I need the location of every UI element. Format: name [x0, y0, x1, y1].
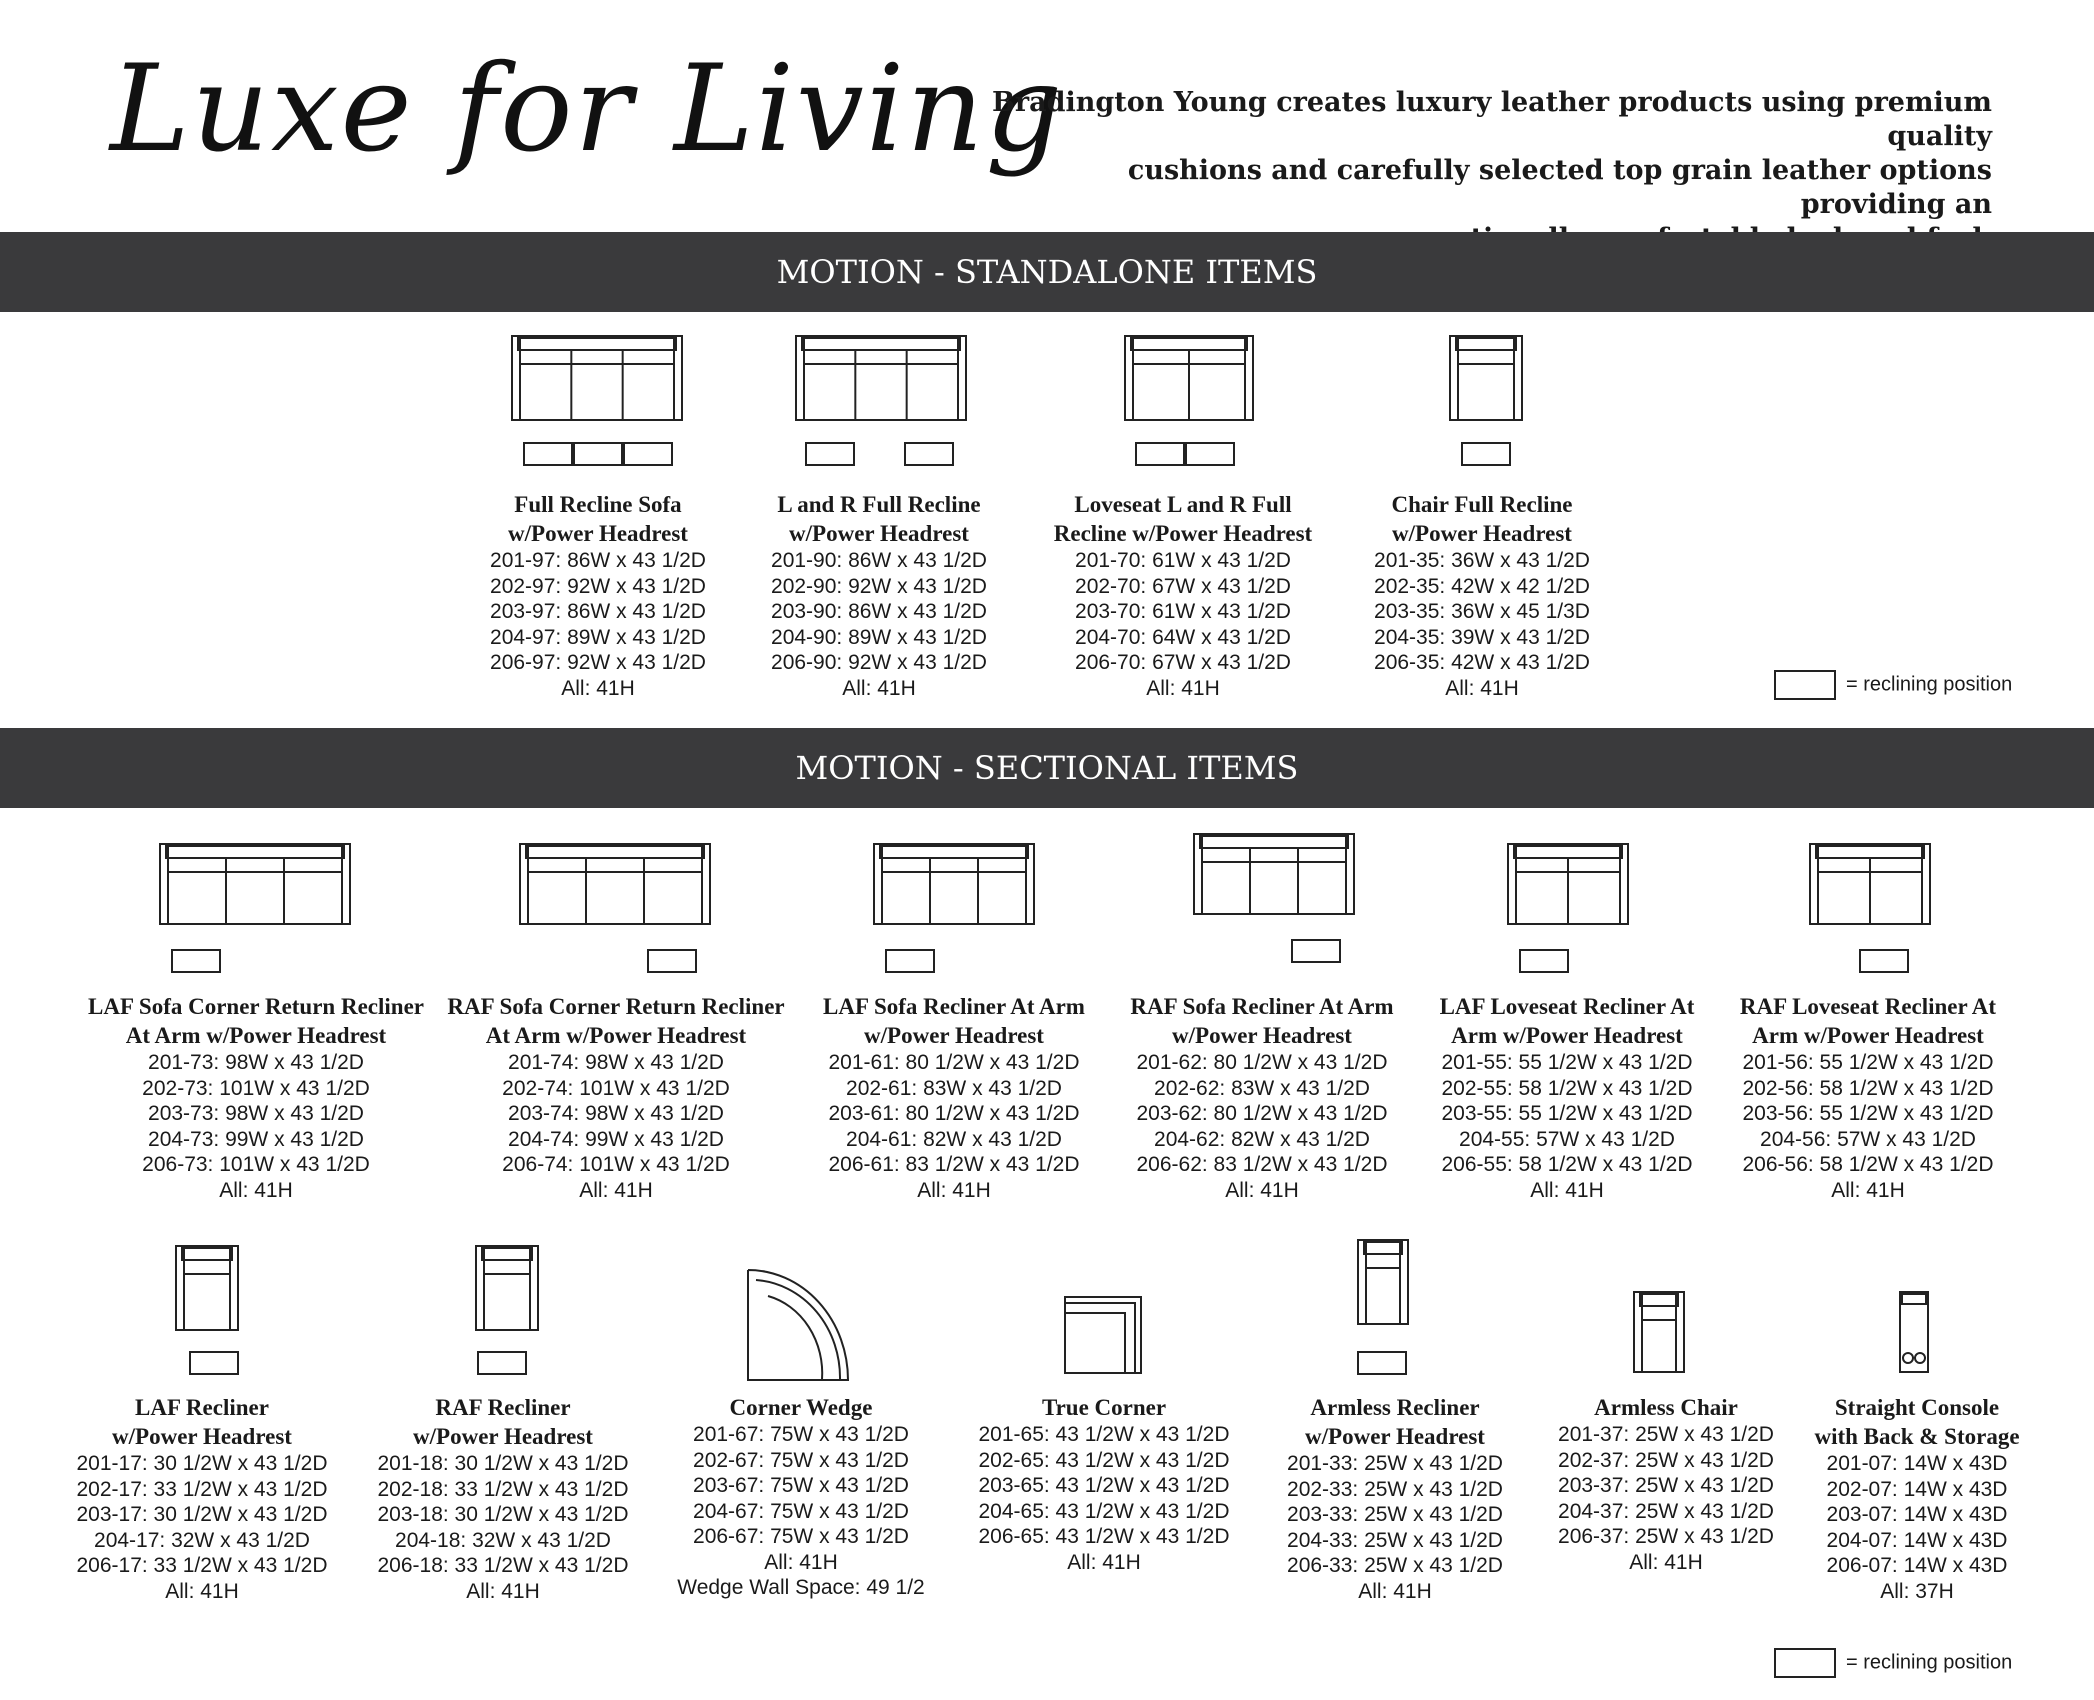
dimension-line: 206-07: 14W x 43D	[1826, 1554, 2008, 1577]
dimension-line: 201-67: 75W x 43 1/2D	[693, 1423, 909, 1446]
dimension-line: All: 41H	[1445, 676, 1519, 700]
product-name-line: w/Power Headrest	[864, 1023, 1044, 1048]
product-name-line: Full Recline Sofa	[514, 492, 682, 517]
product-name-line: RAF Recliner	[435, 1395, 571, 1420]
dimension-line: All: 41H	[219, 1178, 293, 1202]
dimension-line: 206-56: 58 1/2W x 43 1/2D	[1742, 1153, 1994, 1176]
dimension-line: 203-56: 55 1/2W x 43 1/2D	[1742, 1102, 1994, 1125]
product-name-line: True Corner	[1041, 1395, 1167, 1420]
dimension-line: 206-74: 101W x 43 1/2D	[502, 1153, 730, 1176]
dimension-line: 204-61: 82W x 43 1/2D	[846, 1127, 1062, 1151]
section-header-sectional: MOTION - SECTIONAL ITEMS	[0, 728, 2094, 808]
dimension-line: 206-55: 58 1/2W x 43 1/2D	[1441, 1153, 1693, 1176]
dimension-line: 204-67: 75W x 43 1/2D	[693, 1499, 909, 1523]
dimension-line: 206-17: 33 1/2W x 43 1/2D	[76, 1554, 328, 1577]
product-name-line: LAF Loveseat Recliner At	[1439, 994, 1695, 1019]
dimension-line: 201-37: 25W x 43 1/2D	[1558, 1423, 1774, 1446]
dimension-line: 202-07: 14W x 43D	[1826, 1477, 2008, 1501]
dimension-line: 203-61: 80 1/2W x 43 1/2D	[828, 1102, 1080, 1125]
dimension-line: 204-65: 43 1/2W x 43 1/2D	[978, 1499, 1230, 1523]
dimension-line: 204-18: 32W x 43 1/2D	[395, 1528, 611, 1552]
product-dimensions	[1707, 1451, 2094, 1604]
product-item	[1707, 1393, 2094, 1604]
product-name-line: w/Power Headrest	[508, 521, 688, 546]
dimension-line: All: 41H	[466, 1579, 540, 1603]
product-name-line: w/Power Headrest	[1172, 1023, 1352, 1048]
dimension-line: 202-18: 33 1/2W x 43 1/2D	[377, 1477, 629, 1501]
product-name-line: At Arm w/Power Headrest	[125, 1023, 387, 1048]
dimension-line: 203-55: 55 1/2W x 43 1/2D	[1441, 1102, 1693, 1125]
product-name-line: Recline w/Power Headrest	[1053, 521, 1313, 546]
dimension-line: All: 41H	[1067, 1550, 1141, 1574]
cupholder-icon	[1903, 1353, 1913, 1363]
dimension-line: 204-37: 25W x 43 1/2D	[1558, 1499, 1774, 1523]
dimension-line: 204-07: 14W x 43D	[1826, 1528, 2008, 1552]
dimension-line: 202-17: 33 1/2W x 43 1/2D	[76, 1477, 328, 1501]
tagline-line: Bradington Young creates luxury leather products using premium quality	[992, 87, 1992, 152]
dimension-line: 202-65: 43 1/2W x 43 1/2D	[978, 1448, 1230, 1472]
dimension-line: 202-33: 25W x 43 1/2D	[1287, 1477, 1503, 1501]
dimension-line: 204-73: 99W x 43 1/2D	[148, 1127, 364, 1151]
dimension-line: 201-17: 30 1/2W x 43 1/2D	[76, 1452, 328, 1475]
dimension-line: 203-70: 61W x 43 1/2D	[1075, 600, 1291, 623]
product-name-line: w/Power Headrest	[789, 521, 969, 546]
dimension-line: 206-61: 83 1/2W x 43 1/2D	[828, 1153, 1080, 1176]
dimension-line: All: 41H	[764, 1550, 838, 1574]
dimension-line: All: 41H	[917, 1178, 991, 1202]
product-name-line: w/Power Headrest	[112, 1424, 292, 1449]
dimension-line: 203-35: 36W x 45 1/3D	[1374, 600, 1590, 623]
product-name-line: Arm w/Power Headrest	[1451, 1023, 1683, 1048]
dimension-line: 201-74: 98W x 43 1/2D	[508, 1051, 724, 1074]
dimension-line: All: 41H	[842, 676, 916, 700]
dimension-line: 206-97: 92W x 43 1/2D	[490, 651, 706, 674]
product-name-line: Loveseat L and R Full	[1074, 492, 1292, 517]
product-name-line: Armless Recliner	[1310, 1395, 1480, 1420]
dimension-line: 203-18: 30 1/2W x 43 1/2D	[377, 1503, 629, 1526]
product-name-line: Armless Chair	[1594, 1395, 1738, 1420]
dimension-line: 204-56: 57W x 43 1/2D	[1760, 1127, 1976, 1151]
tagline-line: cushions and carefully selected top grain leather options providing an	[1127, 155, 1992, 220]
dimension-line: 203-37: 25W x 43 1/2D	[1558, 1474, 1774, 1497]
dimension-line: All: 41H	[1358, 1579, 1432, 1603]
dimension-line: 202-73: 101W x 43 1/2D	[142, 1076, 370, 1100]
dimension-line: 201-56: 55 1/2W x 43 1/2D	[1742, 1051, 1994, 1074]
console-back	[1902, 1294, 1926, 1304]
dimension-line: All: 41H	[561, 676, 635, 700]
dimension-line: 206-33: 25W x 43 1/2D	[1287, 1554, 1503, 1577]
dimension-line: 201-65: 43 1/2W x 43 1/2D	[978, 1423, 1230, 1446]
dimension-line: 204-70: 64W x 43 1/2D	[1075, 625, 1291, 649]
dimension-line: 202-56: 58 1/2W x 43 1/2D	[1742, 1076, 1994, 1100]
dimension-line: All: 41H	[165, 1579, 239, 1603]
dimension-line: 201-55: 55 1/2W x 43 1/2D	[1441, 1051, 1693, 1074]
product-name-line: RAF Sofa Recliner At Arm	[1130, 994, 1394, 1019]
dimension-line: 201-70: 61W x 43 1/2D	[1075, 549, 1291, 572]
product-name-line: L and R Full Recline	[777, 492, 981, 517]
dimension-line: 206-90: 92W x 43 1/2D	[771, 651, 987, 674]
dimension-line: 204-97: 89W x 43 1/2D	[490, 625, 706, 649]
dimension-line: 206-73: 101W x 43 1/2D	[142, 1153, 370, 1176]
cupholder-icon	[1915, 1353, 1925, 1363]
dimension-line: 203-17: 30 1/2W x 43 1/2D	[76, 1503, 328, 1526]
dimension-line: All: 41H	[1530, 1178, 1604, 1202]
product-name-line: w/Power Headrest	[1305, 1424, 1485, 1449]
product-name-line: Straight Console	[1834, 1395, 2000, 1420]
product-name-line: LAF Sofa Recliner At Arm	[823, 994, 1085, 1019]
dimension-line: 204-55: 57W x 43 1/2D	[1459, 1127, 1675, 1151]
dimension-line: 204-35: 39W x 43 1/2D	[1374, 625, 1590, 649]
product-name-line: w/Power Headrest	[413, 1424, 593, 1449]
dimension-line: All: 41H	[579, 1178, 653, 1202]
product-name-line: Corner Wedge	[729, 1395, 873, 1420]
dimension-line: 201-07: 14W x 43D	[1826, 1452, 2008, 1475]
dimension-line: All: 41H	[1831, 1178, 1905, 1202]
dimension-line: 206-37: 25W x 43 1/2D	[1558, 1525, 1774, 1548]
dimension-line: 206-70: 67W x 43 1/2D	[1075, 651, 1291, 674]
dimension-line: 203-90: 86W x 43 1/2D	[771, 600, 987, 623]
product-name-line: Arm w/Power Headrest	[1752, 1023, 1984, 1048]
dimension-line: 202-62: 83W x 43 1/2D	[1154, 1076, 1370, 1100]
product-name	[1707, 1393, 2094, 1451]
product-name-line: RAF Sofa Corner Return Recliner	[447, 994, 785, 1019]
dimension-line: 202-35: 42W x 42 1/2D	[1374, 574, 1590, 598]
dimension-line: 202-70: 67W x 43 1/2D	[1075, 574, 1291, 598]
dimension-line: 203-74: 98W x 43 1/2D	[508, 1102, 724, 1125]
product-name-line: Chair Full Recline	[1391, 492, 1573, 517]
dimension-line: 204-62: 82W x 43 1/2D	[1154, 1127, 1370, 1151]
dimension-line: 202-61: 83W x 43 1/2D	[846, 1076, 1062, 1100]
dimension-line: 202-97: 92W x 43 1/2D	[490, 574, 706, 598]
dimension-line: 201-33: 25W x 43 1/2D	[1287, 1452, 1503, 1475]
dimension-line: 206-65: 43 1/2W x 43 1/2D	[978, 1525, 1230, 1548]
dimension-line: 203-97: 86W x 43 1/2D	[490, 600, 706, 623]
dimension-line: 201-18: 30 1/2W x 43 1/2D	[377, 1452, 629, 1475]
dimension-line: 203-73: 98W x 43 1/2D	[148, 1102, 364, 1125]
product-name-line: w/Power Headrest	[1392, 521, 1572, 546]
dimension-line: Wedge Wall Space: 49 1/2	[677, 1576, 925, 1599]
section-header-standalone: MOTION - STANDALONE ITEMS	[0, 232, 2094, 312]
dimension-line: 203-65: 43 1/2W x 43 1/2D	[978, 1474, 1230, 1497]
dimension-line: 206-62: 83 1/2W x 43 1/2D	[1136, 1153, 1388, 1176]
dimension-line: All: 41H	[1225, 1178, 1299, 1202]
legend-text: = reclining position	[1846, 1651, 2013, 1674]
dimension-line: 201-35: 36W x 43 1/2D	[1374, 549, 1590, 572]
dimension-line: 201-90: 86W x 43 1/2D	[771, 549, 987, 572]
dimension-line: 206-67: 75W x 43 1/2D	[693, 1525, 909, 1548]
dimension-line: 203-07: 14W x 43D	[1826, 1503, 2008, 1526]
dimension-line: 203-33: 25W x 43 1/2D	[1287, 1503, 1503, 1526]
product-name-line: with Back & Storage	[1814, 1424, 2020, 1449]
product-name-line: LAF Recliner	[135, 1395, 269, 1420]
dimension-line: 204-17: 32W x 43 1/2D	[94, 1528, 310, 1552]
dimension-line: 204-90: 89W x 43 1/2D	[771, 625, 987, 649]
dimension-line: 201-97: 86W x 43 1/2D	[490, 549, 706, 572]
product-name-line: At Arm w/Power Headrest	[485, 1023, 747, 1048]
dimension-line: All: 37H	[1880, 1579, 1954, 1603]
dimension-line: 202-55: 58 1/2W x 43 1/2D	[1441, 1076, 1693, 1100]
dimension-line: 202-37: 25W x 43 1/2D	[1558, 1448, 1774, 1472]
logo: Luxe for Living	[110, 40, 1065, 179]
dimension-line: All: 41H	[1629, 1550, 1703, 1574]
product-name-line: RAF Loveseat Recliner At	[1739, 994, 1997, 1019]
product-name-line: LAF Sofa Corner Return Recliner	[88, 994, 424, 1019]
dimension-line: 201-62: 80 1/2W x 43 1/2D	[1136, 1051, 1388, 1074]
dimension-line: 206-18: 33 1/2W x 43 1/2D	[377, 1554, 629, 1577]
dimension-line: 201-61: 80 1/2W x 43 1/2D	[828, 1051, 1080, 1074]
dimension-line: 201-73: 98W x 43 1/2D	[148, 1051, 364, 1074]
legend-text: = reclining position	[1846, 673, 2013, 696]
dimension-line: 206-35: 42W x 43 1/2D	[1374, 651, 1590, 674]
dimension-line: All: 41H	[1146, 676, 1220, 700]
dimension-line: 204-74: 99W x 43 1/2D	[508, 1127, 724, 1151]
dimension-line: 203-67: 75W x 43 1/2D	[693, 1474, 909, 1497]
dimension-line: 202-90: 92W x 43 1/2D	[771, 574, 987, 598]
dimension-line: 203-62: 80 1/2W x 43 1/2D	[1136, 1102, 1388, 1125]
dimension-line: 202-67: 75W x 43 1/2D	[693, 1448, 909, 1472]
dimension-line: 202-74: 101W x 43 1/2D	[502, 1076, 730, 1100]
dimension-line: 204-33: 25W x 43 1/2D	[1287, 1528, 1503, 1552]
